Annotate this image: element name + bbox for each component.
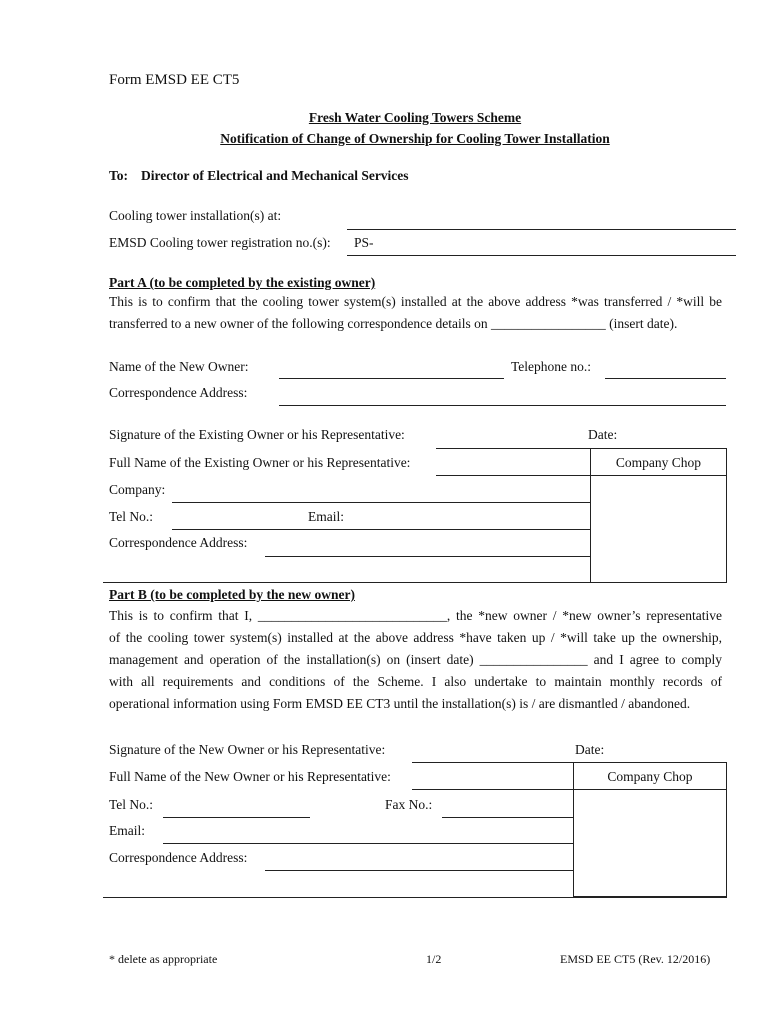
part-b-heading: Part B (to be completed by the new owner) [109, 587, 355, 602]
existing-date-label: Date: [588, 427, 618, 442]
existing-company-chop-label: Company Chop [615, 455, 702, 470]
installation-label: Cooling tower installation(s) at: [109, 208, 282, 223]
part-b-bottom-rule [103, 897, 727, 898]
new-owner-tel-label: Tel No.: [109, 797, 154, 812]
registration-prefix: PS- [354, 235, 374, 250]
footer-page-number: 1/2 [426, 952, 442, 966]
new-owner-email-label: Email: [109, 823, 145, 838]
footer-note: * delete as appropriate [109, 952, 218, 966]
new-owner-company-chop-label: Company Chop [607, 769, 693, 784]
part-b-para-line-4: with all requirements and conditions of the Scheme. I also undertake to maintain monthly records of [109, 674, 722, 689]
part-a-heading: Part A (to be completed by the existing owner) [109, 275, 376, 290]
part-b-para-line-5: operational information using Form EMSD EE CT3 until the installation(s) is / are dismantled / abandoned. [109, 696, 691, 711]
part-a-para-line-2: transferred to a new owner of the following correspondence details on _________________ (insert date). [109, 316, 678, 331]
form-title-scheme: Fresh Water Cooling Towers Scheme [308, 110, 522, 125]
existing-signature-field[interactable] [436, 448, 590, 449]
form-title-notification: Notification of Change of Ownership for Cooling Tower Installation [220, 131, 610, 146]
part-b-paragraph [109, 605, 722, 715]
existing-email-label: Email: [308, 509, 344, 524]
existing-full-name-field[interactable] [436, 475, 590, 476]
installation-field[interactable] [347, 229, 736, 230]
recipient: Director of Electrical and Mechanical Services [141, 168, 409, 183]
new-owner-fax-label: Fax No.: [385, 797, 433, 812]
existing-address-field[interactable] [265, 556, 590, 557]
new-owner-address-label: Correspondence Address: [109, 850, 248, 865]
existing-tel-label: Tel No.: [109, 509, 154, 524]
telephone-field[interactable] [605, 378, 726, 379]
part-b-para-line-3: management and operation of the installation(s) on (insert date) ________________ and I agree to comply [109, 652, 722, 667]
existing-address-label: Correspondence Address: [109, 535, 248, 550]
new-owner-address-label: Correspondence Address: [109, 385, 248, 400]
part-b-para-line-2: of the cooling tower system(s) installed at the above address *have taken up / *will take up the ownership, [109, 630, 722, 645]
chop-header-divider [590, 475, 727, 476]
telephone-label: Telephone no.: [511, 359, 592, 374]
new-owner-full-name-field[interactable] [412, 789, 574, 790]
new-owner-email-field[interactable] [163, 843, 574, 844]
new-owner-signature-field[interactable] [412, 762, 574, 763]
new-chop-header-divider [573, 789, 727, 790]
part-b-para-line-1: This is to confirm that I, ____________________________, the *new owner / *new owner’s representative [109, 608, 722, 623]
new-owner-date-label: Date: [575, 742, 605, 757]
existing-signature-label: Signature of the Existing Owner or his Representative: [109, 427, 405, 442]
to-label: To: [109, 168, 129, 183]
new-owner-signature-label: Signature of the New Owner or his Representative: [109, 742, 386, 757]
new-owner-full-name-label: Full Name of the New Owner or his Representative: [109, 769, 391, 784]
new-owner-address-field[interactable] [279, 405, 726, 406]
new-owner-address-field[interactable] [265, 870, 574, 871]
new-owner-fax-field[interactable] [442, 817, 574, 818]
footer-revision: EMSD EE CT5 (Rev. 12/2016) [560, 952, 711, 966]
part-a-bottom-rule [103, 582, 727, 583]
company-field[interactable] [172, 502, 590, 503]
part-a-paragraph [109, 291, 722, 335]
part-a-para-line-1: This is to confirm that the cooling tower system(s) installed at the above address *was transferred / *will be [109, 294, 722, 309]
registration-label: EMSD Cooling tower registration no.(s): [109, 235, 331, 250]
new-owner-name-field[interactable] [279, 378, 504, 379]
new-owner-name-label: Name of the New Owner: [109, 359, 249, 374]
form-code: Form EMSD EE CT5 [109, 72, 240, 88]
existing-tel-email-field[interactable] [172, 529, 590, 530]
registration-field[interactable] [347, 255, 736, 256]
new-owner-tel-field[interactable] [163, 817, 310, 818]
company-label: Company: [109, 482, 166, 497]
existing-full-name-label: Full Name of the Existing Owner or his Representative: [109, 455, 411, 470]
